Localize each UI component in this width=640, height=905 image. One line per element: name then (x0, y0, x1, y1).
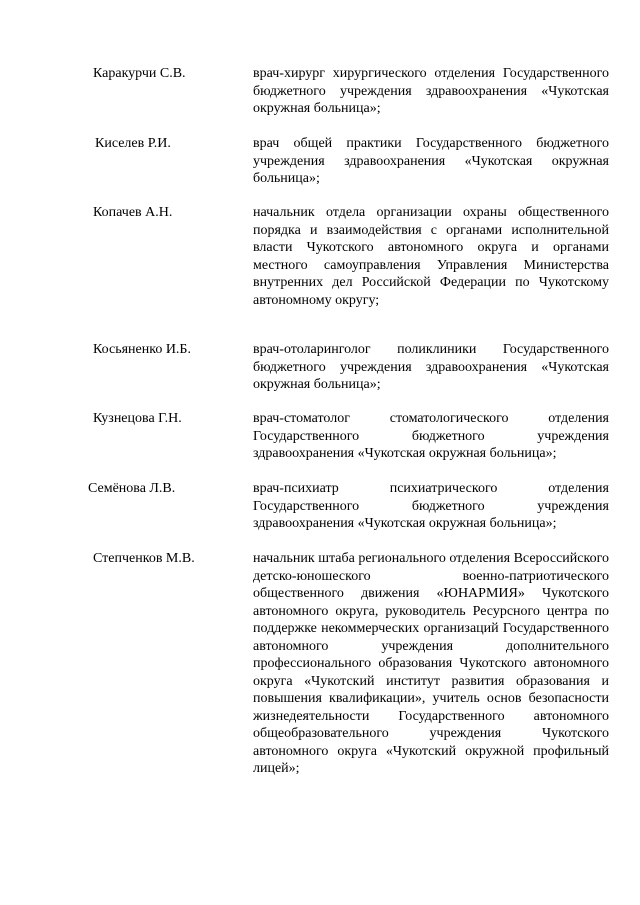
member-name: Киселев Р.И. (95, 136, 171, 151)
member-name: Каракурчи С.В. (93, 66, 186, 81)
member-role: врач-психиатр психиатрического отделения Государственного бюджетного учреждения здравоохранения «Чукотская окружная больница»; (253, 481, 609, 531)
member-name: Семёнова Л.В. (88, 481, 176, 496)
member-role: начальник отдела организации охраны общественного порядка и взаимодействия с органами исполнительной власти Чукотского автономного округа и органами местного самоуправления Управления Министерства внутренних дел Российской Федерации по Чукотскому автономному округу; (253, 205, 609, 308)
member-name: Косьяненко И.Б. (93, 342, 191, 357)
member-role: начальник штаба регионального отделения Всероссийского детско-юношеского военно-патриотического общественного движения «ЮНАРМИЯ» Чукотского автономного округа, руководитель Ресурсного центра по поддержке некоммерческих организаций Государственного автономного учреждения дополнительного профессионального образования Чукотского автономного округа «Чукотский институт развития образования и повышения квалификации», учитель основ безопасности жизнедеятельности Государственного автономного общеобразовательного учреждения Чукотского автономного округа «Чукотский окружной профильный лицей»; (253, 551, 609, 776)
member-name: Копачев А.Н. (93, 205, 173, 220)
member-role: врач общей практики Государственного бюджетного учреждения здравоохранения «Чукотская окружная больница»; (253, 136, 609, 186)
member-role: врач-стоматолог стоматологического отделения Государственного бюджетного учреждения здравоохранения «Чукотская окружная больница»; (253, 411, 609, 461)
member-name: Степченков М.В. (93, 551, 195, 566)
member-role: врач-отоларинголог поликлиники Государственного бюджетного учреждения здравоохранения «Чукотская окружная больница»; (253, 342, 609, 392)
member-role: врач-хирург хирургического отделения Государственного бюджетного учреждения здравоохранения «Чукотская окружная больница»; (253, 66, 609, 116)
member-name: Кузнецова Г.Н. (93, 411, 182, 426)
